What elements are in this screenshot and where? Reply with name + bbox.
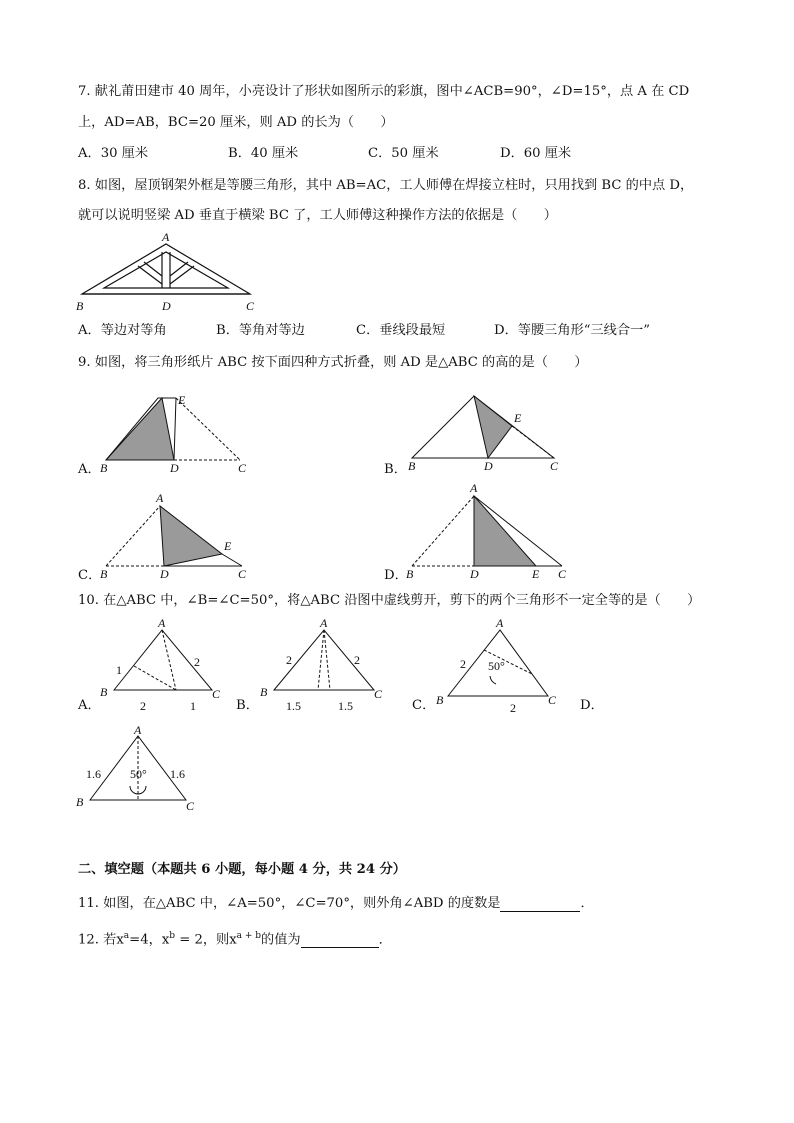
q10c-base: 2 [510,701,516,715]
q8-line2: 就可以说明竖梁 AD 垂直于横梁 BC 了，工人师傅这种操作方法的依据是（ ） [78,208,557,223]
q12-exp3: a + b [236,931,262,941]
q10b-base-right: 1.5 [338,699,353,713]
q7-choice-d[interactable]: D．60 厘米 [500,146,572,161]
q9a-label-b: B [100,461,108,475]
q10-figure-d [72,723,212,818]
q9-figure-d [404,480,574,582]
q7-choice-a[interactable]: A．30 厘米 [78,146,149,161]
q12-x2: x [161,932,170,948]
q9c-label-e: E [224,539,232,553]
q10d-side-left: 1.6 [86,767,101,781]
q9c-label-d: D [160,567,169,581]
q9c-label-c: C [238,567,247,581]
q12-x3: x [229,932,237,948]
q12-exp1: a [123,931,130,941]
q12-eq2: = 2，则 [175,932,230,948]
q7-choice-c[interactable]: C．50 厘米 [368,146,439,161]
q9d-label-b: B [406,567,414,581]
q10-figure-c [432,618,572,718]
q8-choice-c[interactable]: C．垂线段最短 [356,323,446,338]
q9a-label-c: C [238,461,247,475]
q12-exp2: b [169,931,176,941]
q10b-side-right: 2 [354,653,360,667]
q10-option-b[interactable]: B． [236,698,259,713]
q10b-base-left: 1.5 [286,699,301,713]
q10b-side-left: 2 [286,653,292,667]
q9b-label-c: C [550,459,559,473]
q9d-label-a: A [470,481,478,495]
q10a-base-right: 1 [190,699,196,713]
q10a-label-b: B [100,685,108,699]
q10d-label-b: B [76,795,84,809]
q9-option-b[interactable]: B． [384,462,407,477]
q9-option-c[interactable]: C． [78,568,102,583]
q10c-side-left: 2 [460,657,466,671]
q9a-label-d: D [170,461,179,475]
q8-label-a: A [162,230,170,244]
q9a-label-e: E [178,393,186,407]
q12-eq3: 的值为 [261,932,301,948]
q10c-label-c: C [548,693,557,707]
q9-option-a[interactable]: A． [78,462,101,477]
q10-option-d[interactable]: D． [580,698,604,713]
q7-choice-b[interactable]: B．40 厘米 [228,146,299,161]
q12-x1: x [116,932,124,948]
q9d-label-e: E [532,567,540,581]
q10b-label-c: C [374,687,383,701]
q12-end: ． [378,932,392,948]
q8-line1: 8. 如图，屋顶钢架外框是等腰三角形，其中 AB=AC，工人师傅在焊接立柱时，只用找到 BC 的中点 D， [78,178,694,193]
q10a-side-right: 2 [194,655,200,669]
q8-choice-d[interactable]: D．等腰三角形“三线合一” [494,323,650,338]
q10-figure-a [98,618,238,718]
q10b-label-a: A [320,616,328,630]
q8-choice-a[interactable]: A．等边对等角 [78,323,167,338]
q9-figure-b [404,384,564,474]
q11-answer-blank[interactable] [500,898,580,912]
q8-label-d: D [162,299,171,313]
q9d-label-d: D [470,567,479,581]
q12-line [78,928,392,948]
q10a-label-c: C [212,687,221,701]
q11-text: 11. 如图，在△ABC 中，∠A=50°，∠C=70°，则外角∠ABD 的度数是 [78,896,501,911]
q10a-base-left: 2 [140,699,146,713]
section2-heading: 二、填空题（本题共 6 小题，每小题 4 分，共 24 分） [78,862,406,877]
q11-line [78,896,594,912]
q10-option-c[interactable]: C． [412,698,436,713]
q9b-label-e: E [514,411,522,425]
q10-option-a[interactable]: A． [78,698,101,713]
q10d-side-right: 1.6 [170,767,185,781]
q9-figure-a [98,388,258,476]
q10d-label-a: A [134,723,142,737]
q12-eq1: =4， [129,932,162,948]
q8-label-b: B [76,299,84,313]
q9c-label-a: A [156,491,164,505]
q10c-label-a: A [496,616,504,630]
q9-figure-c [98,492,258,582]
q12-answer-blank[interactable] [301,934,379,948]
q10d-label-c: C [186,799,195,813]
q10d-angle: 50° [130,767,147,781]
q8-label-c: C [246,299,255,313]
q9b-label-d: D [484,459,493,473]
q10a-side-left: 1 [116,663,122,677]
q9d-label-c: C [558,567,567,581]
q10c-label-b: B [436,693,444,707]
q10-line1: 10. 在△ABC 中，∠B=∠C=50°，将△ABC 沿图中虚线剪开，剪下的两个三角形不一定全等的是（ ） [78,593,701,608]
q9c-label-b: B [100,567,108,581]
q12-prefix: 12. 若 [78,932,117,948]
q10a-label-a: A [158,616,166,630]
q9-line1: 9. 如图，将三角形纸片 ABC 按下面四种方式折叠，则 AD 是△ABC 的高的是（ ） [78,355,588,370]
q7-line2: 上，AD=AB，BC=20 厘米，则 AD 的长为（ ） [78,115,394,130]
q11-end: ． [580,896,594,911]
q7-line1: 7. 献礼莆田建市 40 周年，小亮设计了形状如图所示的彩旗，图中∠ACB=90°，∠D=15°，点 A 在 CD [78,84,690,99]
q10c-angle: 50° [488,659,505,673]
q10b-label-b: B [260,685,268,699]
q8-choice-b[interactable]: B．等角对等边 [216,323,305,338]
q9-option-d[interactable]: D． [384,568,408,583]
q8-roof-truss-figure [70,230,270,315]
q9b-label-b: B [408,459,416,473]
q10-figure-b [258,618,388,718]
